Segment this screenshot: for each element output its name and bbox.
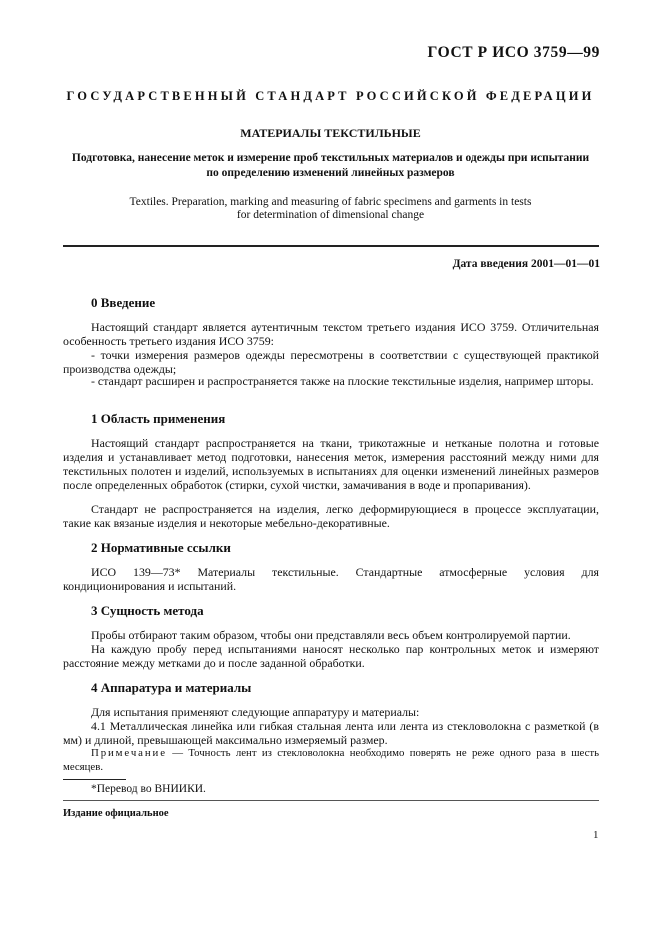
- date-introduced: Дата введения 2001—01—01: [452, 258, 600, 270]
- footnote-divider: [63, 779, 126, 780]
- english-title-line: Textiles. Preparation, marking and measuring of fabric specimens and garments in tests: [129, 196, 532, 208]
- footnote: *Перевод во ВНИИКИ.: [91, 783, 206, 795]
- paragraph: [63, 642, 599, 670]
- note: [63, 746, 599, 774]
- paragraph-text: Настоящий стандарт распространяется на ткани, трикотажные и нетканые полотна и готовые изделия и устанавливает метод подготовки, нанесения меток, измерения расстояний между ними для текстильных полотен и изделий, используемых в испытаниях для оценки изменений линейных размеров после определенных обработок (стирки, сухой чистки, замачивания в воде и пропаривания).: [63, 436, 599, 492]
- paragraph: [63, 565, 599, 593]
- footer-divider: [63, 800, 599, 801]
- standard-title: МАТЕРИАЛЫ ТЕКСТИЛЬНЫЕ: [240, 126, 421, 140]
- paragraph: [63, 348, 599, 376]
- page-number: 1: [593, 829, 599, 841]
- subtitle-line: Подготовка, нанесение меток и измерение проб текстильных материалов и одежды при испытании: [71, 152, 590, 164]
- state-standard-title: ГОСУДАРСТВЕННЫЙ СТАНДАРТ РОССИЙСКОЙ ФЕДЕРАЦИИ: [66, 89, 595, 103]
- paragraph: [63, 320, 599, 348]
- section-heading-method-principle: 3 Сущность метода: [91, 603, 204, 618]
- official-edition-label: Издание официальное: [63, 808, 169, 819]
- section-heading-scope: 1 Область применения: [91, 411, 226, 426]
- paragraph-text: Настоящий стандарт является аутентичным текстом третьего издания ИСО 3759. Отличительная особенность третьего издания ИСО 3759:: [63, 320, 599, 348]
- paragraph: [63, 436, 599, 492]
- section-heading-introduction: 0 Введение: [91, 295, 156, 310]
- header-divider: [63, 245, 599, 247]
- paragraph-text: Пробы отбирают таким образом, чтобы они представляли весь объем контролируемой партии.: [91, 628, 571, 642]
- english-title-line: for determination of dimensional change: [236, 209, 425, 221]
- paragraph-text: Стандарт не распространяется на изделия, легко деформирующиеся в процессе эксплуатации, такие как вязаные изделия и некоторые мебельно-декоративные.: [63, 502, 599, 530]
- document-code: ГОСТ Р ИСО 3759—99: [427, 44, 600, 61]
- paragraph: [63, 502, 599, 530]
- paragraph-text: - точки измерения размеров одежды пересмотрены в соответствии с существующей практикой производства одежды;: [63, 348, 599, 376]
- subtitle-line: по определению изменений линейных размеров: [206, 167, 455, 179]
- paragraph-text: ИСО 139—73* Материалы текстильные. Стандартные атмосферные условия для кондиционирования и испытаний.: [63, 565, 599, 593]
- paragraph: [63, 628, 599, 642]
- paragraph-text: 4.1 Металлическая линейка или гибкая стальная лента или лента из стекловолокна с разметкой (в мм) и длиной, превышающей максимально измеряемый размер.: [63, 719, 599, 747]
- paragraph: [63, 374, 599, 388]
- note-text: — Точность лент из стекловолокна необходимо поверять не реже одного раза в шесть месяцев.: [63, 747, 599, 773]
- standard-subtitle: [60, 151, 601, 181]
- section-heading-normative-references: 2 Нормативные ссылки: [91, 540, 231, 555]
- note-label: Примечание: [91, 747, 167, 759]
- english-title: [60, 196, 601, 222]
- paragraph: [63, 719, 599, 747]
- paragraph-text: - стандарт расширен и распространяется также на плоские текстильные изделия, например шторы.: [91, 374, 594, 388]
- paragraph-text: На каждую пробу перед испытаниями наносят несколько пар контрольных меток и измеряют расстояние между метками до и после заданной обработки.: [63, 642, 599, 670]
- section-heading-apparatus: 4 Аппаратура и материалы: [91, 680, 252, 695]
- paragraph: [63, 705, 599, 719]
- paragraph-text: Для испытания применяют следующие аппаратуру и материалы:: [91, 705, 420, 719]
